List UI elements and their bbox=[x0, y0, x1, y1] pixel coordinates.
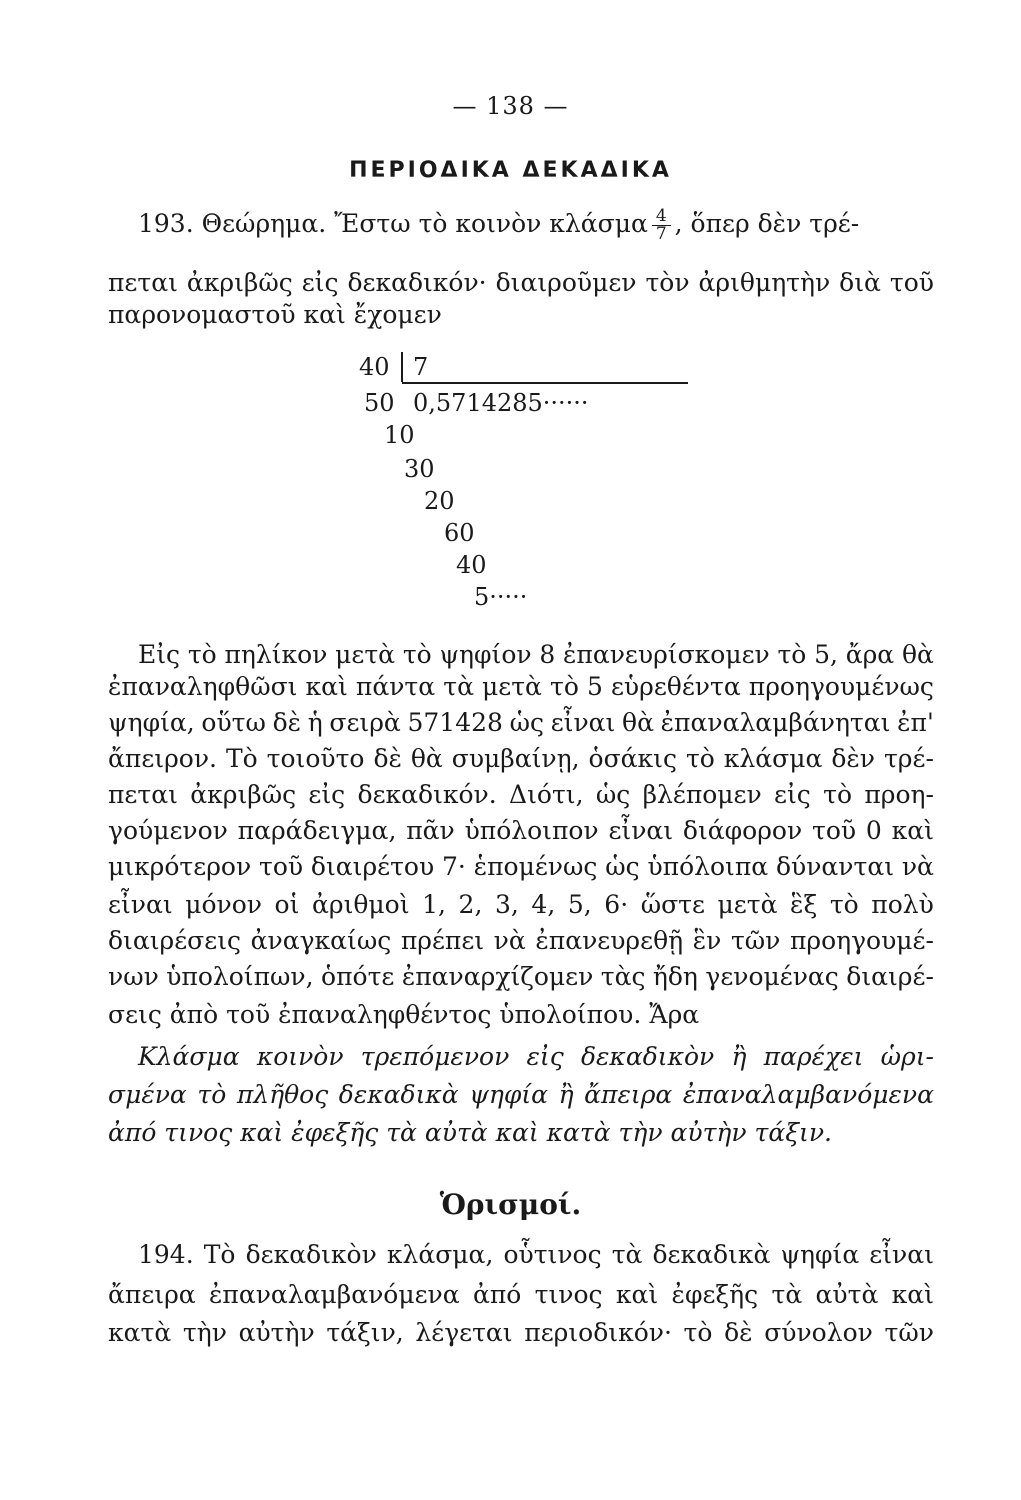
paragraph-line bbox=[108, 852, 934, 882]
word: ἑπομένως bbox=[473, 852, 598, 881]
word: τὰς bbox=[600, 962, 646, 991]
word: 3, bbox=[494, 890, 519, 919]
division-remainder: 30 bbox=[404, 455, 435, 483]
word: δύνανται bbox=[775, 852, 895, 881]
word: προηγουμένως bbox=[748, 672, 934, 701]
word: κλάσμα, bbox=[386, 1240, 494, 1269]
word: ὡς bbox=[605, 852, 640, 881]
word: δεκαδικόν. bbox=[357, 780, 497, 809]
paragraph-line bbox=[108, 672, 934, 702]
paragraph-line bbox=[108, 744, 934, 774]
word: ἓξ bbox=[790, 890, 818, 919]
word: νὰ bbox=[493, 926, 526, 955]
paragraph-line bbox=[108, 1280, 934, 1310]
word: τὸ bbox=[685, 744, 715, 773]
word: 5, bbox=[814, 640, 838, 669]
word: ψηφία bbox=[780, 1240, 860, 1269]
word: τὸ bbox=[187, 640, 217, 669]
word: οἱ bbox=[274, 890, 300, 919]
word: πολὺ bbox=[871, 890, 934, 919]
fraction-denominator: 7 bbox=[655, 224, 667, 244]
word: Εἰς bbox=[138, 640, 181, 669]
word: εἰς bbox=[308, 780, 346, 809]
word: τὰ bbox=[443, 672, 474, 701]
word: ἐπ' bbox=[897, 708, 934, 737]
paragraph-line bbox=[108, 890, 934, 920]
word: σειρὰ bbox=[329, 708, 401, 737]
fraction-numerator: 4 bbox=[652, 208, 671, 226]
word: τὸ bbox=[823, 780, 853, 809]
word: δὲ bbox=[272, 708, 302, 737]
section-title: ΠΕΡΙΟΔΙΚΑ ΔΕΚΑΔΙΚΑ bbox=[349, 158, 672, 183]
word: σύνολον bbox=[764, 1318, 873, 1347]
word: θὰ bbox=[410, 744, 443, 773]
word: παρέχει bbox=[763, 1042, 864, 1071]
word: 0 bbox=[865, 816, 882, 845]
word: νὰ bbox=[901, 852, 934, 881]
page-number: — 138 — bbox=[452, 92, 569, 120]
word: ἐπαναρχίζομεν bbox=[401, 962, 594, 991]
word: οὕτω bbox=[201, 708, 266, 737]
paragraph-line bbox=[108, 640, 934, 670]
division-remainder: 20 bbox=[424, 487, 455, 515]
word: ἐπαναλαμβανόμενα bbox=[208, 1280, 460, 1309]
word: Διότι, bbox=[509, 780, 584, 809]
word: ὡς bbox=[595, 780, 631, 809]
word: καὶ bbox=[305, 672, 348, 701]
word: 4, bbox=[531, 890, 556, 919]
division-dividend: 40 bbox=[359, 353, 390, 381]
word: τὸ bbox=[829, 890, 859, 919]
theorem-line-3: παρονομαστοῦ καὶ ἔχομεν bbox=[108, 300, 442, 329]
word: περιοδικόν· bbox=[524, 1318, 672, 1347]
word: πηλίκον bbox=[224, 640, 328, 669]
word: σμένα bbox=[108, 1080, 187, 1109]
word: αὐτὰ bbox=[815, 1280, 879, 1309]
word: διαιροῦμεν bbox=[495, 268, 637, 297]
word: ἐπαναλαμβάνηται bbox=[660, 708, 891, 737]
word: προη- bbox=[864, 780, 934, 809]
word: ἐπαναληφθῶσι bbox=[108, 672, 298, 701]
word: ἡ bbox=[307, 708, 323, 737]
paragraph-line bbox=[108, 1318, 934, 1348]
word: πάντα bbox=[355, 672, 436, 701]
paragraph-line bbox=[108, 1240, 934, 1270]
word: γούμενον bbox=[108, 816, 228, 845]
word: ἐπανευρεθῇ bbox=[535, 926, 684, 955]
theorem-line-1-start: 193. Θεώρημα. Ἔστω τὸ κοινὸν κλάσμα bbox=[138, 209, 648, 238]
word: τὸ bbox=[550, 672, 579, 701]
word: συμβαίνῃ, bbox=[451, 744, 580, 773]
word: δεκαδικὰ bbox=[652, 1240, 771, 1269]
word: δὲν bbox=[831, 744, 875, 773]
word: δεκαδικὸν bbox=[245, 1240, 377, 1269]
division-divisor: 7 bbox=[413, 353, 429, 381]
word: ἄρα bbox=[845, 640, 895, 669]
word: εἶναι bbox=[550, 708, 616, 737]
word: τοιοῦτο bbox=[266, 744, 365, 773]
word: εἶναι bbox=[869, 1240, 934, 1269]
word: ἀναγκαίως bbox=[250, 926, 392, 955]
word: δεκαδικὰ bbox=[338, 1080, 459, 1109]
word: ὑπόλοιπα bbox=[647, 852, 769, 881]
word: ὁσάκις bbox=[588, 744, 677, 773]
word: δεκαδικόν· bbox=[347, 268, 487, 297]
word: δὲ bbox=[373, 744, 402, 773]
word: διαιρέτου bbox=[310, 852, 435, 881]
word: πλῆθος bbox=[236, 1080, 329, 1109]
word: 2, bbox=[458, 890, 483, 919]
division-remainder: 50 bbox=[364, 389, 395, 417]
word: εἶναι bbox=[108, 890, 173, 919]
word: ὡς bbox=[509, 708, 544, 737]
paragraph-line: σεις ἀπὸ τοῦ ἐπαναληφθέντος ὑπολοίπου. Ἄρα bbox=[108, 1000, 700, 1029]
word: εἰς bbox=[301, 268, 339, 297]
word: τὸ bbox=[777, 640, 807, 669]
word: διαιρέσεις bbox=[108, 926, 242, 955]
word: τοῦ bbox=[258, 852, 304, 881]
word: ἐπανευρίσκομεν bbox=[563, 640, 770, 669]
word: ἢ bbox=[558, 1080, 574, 1109]
word: διὰ bbox=[839, 268, 881, 297]
word: Τὸ bbox=[203, 1240, 236, 1269]
word: θὰ bbox=[622, 708, 654, 737]
word: εἰς bbox=[774, 780, 811, 809]
word: ὁπότε bbox=[321, 962, 395, 991]
word: τινος bbox=[534, 1280, 603, 1309]
word: πεται bbox=[108, 780, 178, 809]
word: μόνον bbox=[185, 890, 262, 919]
word: 1, bbox=[422, 890, 446, 919]
word: τὸ bbox=[197, 1080, 227, 1109]
division-bar-vertical bbox=[401, 352, 403, 382]
statement-line: ἀπό τινος καὶ ἐφεξῆς τὰ αὐτὰ καὶ κατὰ τὴν αὐτὴν τάξιν. bbox=[108, 1118, 832, 1147]
paragraph-line bbox=[108, 962, 934, 992]
word: ἄπειρα bbox=[108, 1280, 196, 1309]
definitions-heading: Ὁρισμοί. bbox=[439, 1188, 582, 1221]
word: οὗτινος bbox=[503, 1240, 602, 1269]
word: μικρότερον bbox=[108, 852, 252, 881]
word: μετὰ bbox=[335, 640, 396, 669]
word: κλάσμα bbox=[723, 744, 823, 773]
word: 5 bbox=[587, 672, 603, 701]
word: Κλάσμα bbox=[138, 1042, 240, 1071]
word: ἄπειρα bbox=[584, 1080, 673, 1109]
word: 8 bbox=[539, 640, 556, 669]
paragraph-line bbox=[108, 708, 934, 738]
word: δεκαδικὸν bbox=[580, 1042, 715, 1071]
word: λέγεται bbox=[415, 1318, 513, 1347]
word: Τὸ bbox=[225, 744, 258, 773]
division-remainder: 40 bbox=[456, 551, 487, 579]
word: 194. bbox=[138, 1240, 194, 1269]
word: ἀπό bbox=[472, 1280, 522, 1309]
word: παράδειγμα, bbox=[237, 816, 397, 845]
paragraph-line bbox=[108, 816, 934, 846]
word: εἶναι bbox=[608, 816, 674, 845]
word: ἀκριβῶς bbox=[186, 268, 293, 297]
word: 7· bbox=[442, 852, 466, 881]
word: τρέ- bbox=[883, 744, 934, 773]
word: ψηφίον bbox=[439, 640, 532, 669]
word: εἰς bbox=[526, 1042, 564, 1071]
word: βλέπομεν bbox=[642, 780, 762, 809]
statement-line bbox=[108, 1080, 934, 1110]
word: ἀριθμητὴν bbox=[698, 268, 831, 297]
word: νων bbox=[108, 962, 159, 991]
word: κατὰ bbox=[108, 1318, 172, 1347]
word: τὰ bbox=[771, 1280, 803, 1309]
word: τοῦ bbox=[889, 268, 934, 297]
statement-line bbox=[108, 1042, 934, 1072]
word: 5, bbox=[567, 890, 592, 919]
word: τὸ bbox=[683, 1318, 713, 1347]
division-remainder: 5····· bbox=[474, 583, 528, 611]
paragraph-line bbox=[108, 926, 934, 956]
word: ὑπολοίπων, bbox=[166, 962, 314, 991]
word: πᾶν bbox=[406, 816, 455, 845]
word: διάφορον bbox=[682, 816, 803, 845]
word: κοινὸν bbox=[256, 1042, 344, 1071]
word: μετὰ bbox=[717, 890, 778, 919]
word: αὐτὴν bbox=[238, 1318, 315, 1347]
word: 6· bbox=[604, 890, 629, 919]
word: θὰ bbox=[901, 640, 934, 669]
word: ἐπαναλαμβανόμενα bbox=[682, 1080, 934, 1109]
word: ὡρι- bbox=[880, 1042, 934, 1071]
word: τάξιν, bbox=[326, 1318, 404, 1347]
word: τὸ bbox=[402, 640, 432, 669]
word: τῶν bbox=[884, 1318, 934, 1347]
division-bar-horizontal bbox=[402, 382, 688, 384]
word: διαιρέ- bbox=[846, 962, 934, 991]
word: γενομένας bbox=[705, 962, 839, 991]
division-remainder: 10 bbox=[384, 421, 415, 449]
word: εὑρεθέντα bbox=[610, 672, 741, 701]
word: ἢ bbox=[731, 1042, 747, 1071]
word: ἤδη bbox=[652, 962, 698, 991]
word: ἓν bbox=[692, 926, 722, 955]
word: πεται bbox=[108, 268, 178, 297]
word: τὸν bbox=[645, 268, 690, 297]
word: τὰ bbox=[611, 1240, 643, 1269]
division-remainder: 60 bbox=[444, 519, 475, 547]
word: ψηφία bbox=[469, 1080, 549, 1109]
theorem-line-1-end: , ὅπερ δὲν τρέ- bbox=[674, 209, 860, 238]
word: ἀκριβῶς bbox=[190, 780, 297, 809]
word: ὥστε bbox=[640, 890, 705, 919]
word: προηγουμέ- bbox=[789, 926, 934, 955]
word: τὴν bbox=[182, 1318, 227, 1347]
word: καὶ bbox=[891, 816, 934, 845]
word: τῶν bbox=[730, 926, 781, 955]
word: πρέπει bbox=[400, 926, 485, 955]
word: δὲ bbox=[724, 1318, 753, 1347]
word: ψηφία, bbox=[108, 708, 195, 737]
word: μετὰ bbox=[482, 672, 542, 701]
word: ὑπόλοιπον bbox=[464, 816, 599, 845]
division-quotient: 0,5714285······ bbox=[413, 389, 589, 417]
word: ἄπειρον. bbox=[108, 744, 217, 773]
word: 571428 bbox=[407, 708, 503, 737]
word: καὶ bbox=[615, 1280, 659, 1309]
word: ἀριθμοὶ bbox=[311, 890, 410, 919]
word: καὶ bbox=[891, 1280, 934, 1309]
word: τρεπόμενον bbox=[360, 1042, 510, 1071]
word: ἐφεξῆς bbox=[671, 1280, 759, 1309]
word: τοῦ bbox=[812, 816, 857, 845]
paragraph-line bbox=[108, 780, 934, 810]
